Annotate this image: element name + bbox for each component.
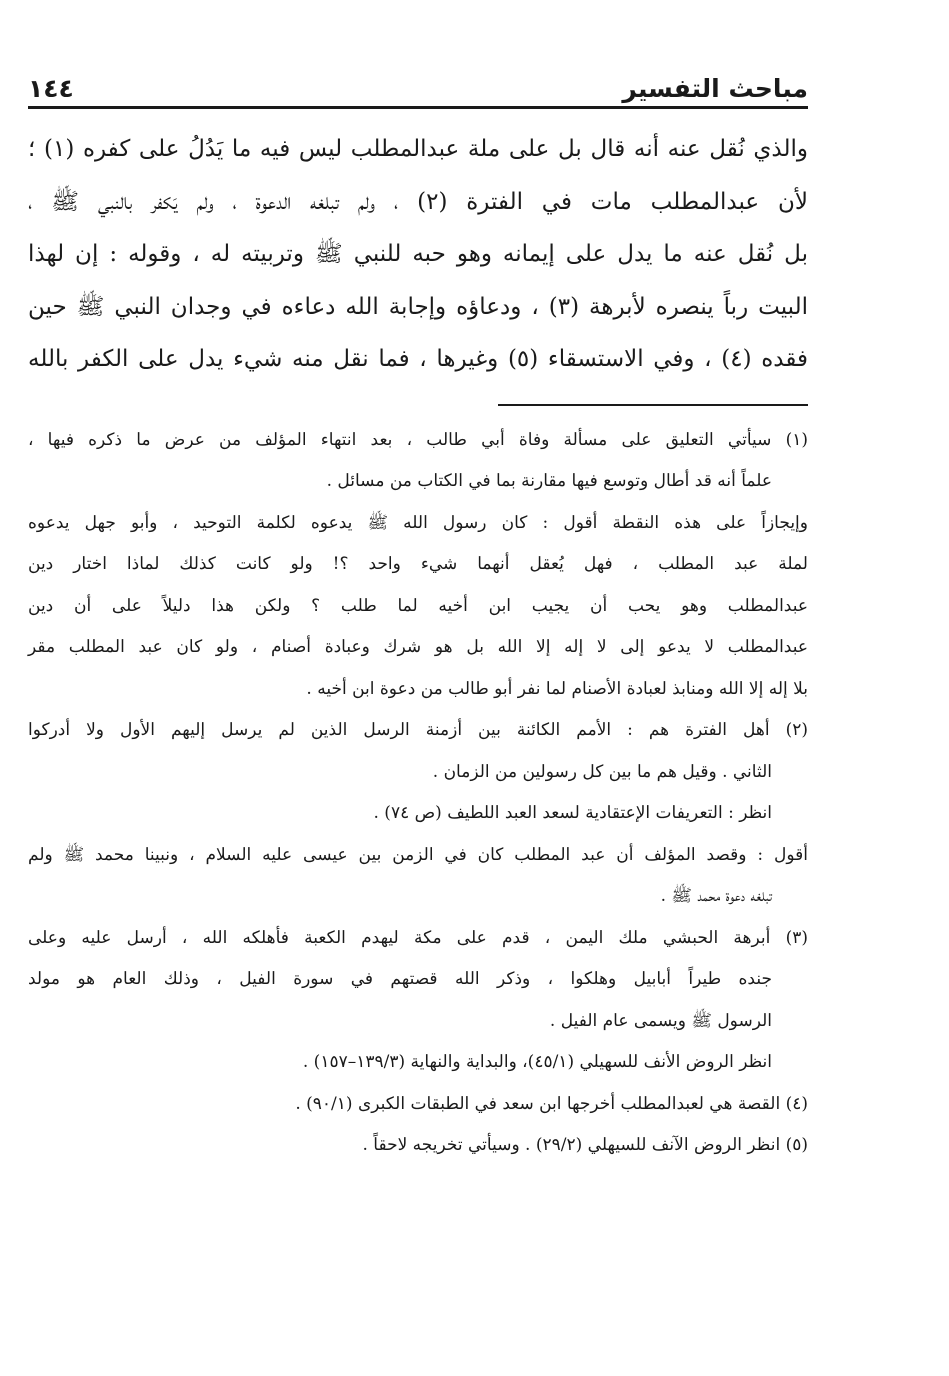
footnote-line: (٢) أهل الفترة هم : الأمم الكائنة بين أزمنة الرسل الذين لم يرسل إليهم الأول ولا أدركوا [28, 720, 808, 740]
running-title: مباحث التفسير [622, 74, 808, 103]
footnote-line: انظر : التعريفات الإعتقادية لسعد العبد اللطيف (ص ٧٤) . [373, 803, 772, 823]
footnote-line: أقول : وقصد المؤلف أن عبد المطلب كان في الزمن بين عيسى عليه السلام ، ونبينا محمد ﷺ ولم [28, 844, 808, 865]
footnote-5 [28, 1125, 808, 1167]
main-text-line: لأن عبدالمطلب مات في الفترة (٢) ، ولم تبلغه الدعوة ، ولم يَكفر بالنبي ﷺ ، [28, 188, 808, 215]
main-text-line: فقده (٤) ، وفي الاستسقاء (٥) وغيرها ، فما نقل منه شيء يدل على الكفر بالله [28, 346, 808, 372]
footnote-line: (٥) انظر الروض الآنف للسيهلي (٢٩/٢) . وسيأتي تخريجه لاحقاً . [362, 1135, 808, 1155]
footnote-line: جنده طيراً أبابيل وهلكوا ، وذكر الله قصتهم في سورة الفيل ، وذلك العام هو مولد [28, 969, 772, 989]
footnote-divider [498, 404, 808, 406]
footnote-line: (٤) القصة هي لعبدالمطلب أخرجها ابن سعد في الطبقات الكبرى (٩٠/١) . [295, 1093, 808, 1114]
page-header [28, 62, 808, 109]
footnote-line: لملة عبد المطلب ، فهل يُعقل أنهما شيء واحد ؟! ولو كانت كذلك لماذا اختار دين [28, 554, 808, 574]
footnote-line: انظر الروض الأنف للسهيلي (٤٥/١)، والبداية والنهاية (١٣٩/٣–١٥٧) . [302, 1052, 772, 1072]
page-number: ١٤٤ [28, 74, 74, 103]
footnote-line: بلا إله إلا الله ومنابذ لعبادة الأصنام لما نفر أبو طالب من دعوة ابن أخيه . [306, 678, 808, 699]
footnotes [28, 420, 808, 1167]
footnote-line: وإيجازاً على هذه النقطة أقول : كان رسول الله ﷺ يدعوه لكلمة التوحيد ، وأبو جهل يدعوه [28, 512, 808, 533]
book-page [28, 62, 808, 1167]
footnote-line: الثاني . وقيل هم ما بين كل رسولين من الزمان . [432, 761, 772, 782]
main-text-line: البيت رباً ينصره لأبرهة (٣) ، ودعاؤه وإجابة الله دعاءه في وجدان النبي ﷺ حين [28, 293, 809, 320]
main-text [28, 123, 808, 386]
main-text-line: بل نُقل عنه ما يدل على إيمانه وهو حبه للنبي ﷺ وتربيته له ، وقوله : إن لهذا [28, 241, 808, 267]
footnote-line: تبلغه دعوة محمد ﷺ . [660, 886, 772, 906]
footnote-4 [28, 1084, 808, 1126]
footnote-line: (٣) أبرهة الحبشي ملك اليمن ، قدم على مكة ليهدم الكعبة فأهلكه الله ، أرسل عليه وعلى [28, 927, 808, 948]
footnote-1 [28, 420, 808, 711]
footnote-line: عبدالمطلب وهو يحب أن يجيب ابن أخيه لما طلب ؟ ولكن هذا دليلاً على أن دين [28, 595, 808, 616]
footnote-line: عبدالمطلب لا يدعو إلى لا إله إلا الله بل هو شرك وعبادة أصنام ، ولو كان عبد المطلب مقر [28, 637, 808, 657]
main-text-line: والذي نُقل عنه أنه قال بل على ملة عبدالمطلب ليس فيه ما يَدُلُ على كفره (١) ؛ [28, 136, 808, 162]
footnote-3 [28, 918, 808, 1084]
footnote-line: علماً أنه قد أطال وتوسع فيها مقارنة بما في الكتاب من مسائل . [326, 471, 772, 491]
footnote-line: (١) سيأتي التعليق على مسألة وفاة أبي طالب ، بعد انتهاء المؤلف من عرض ما ذكره فيها ، [28, 429, 808, 450]
footnote-2 [28, 710, 808, 918]
footnote-line: الرسول ﷺ ويسمى عام الفيل . [549, 1010, 772, 1031]
